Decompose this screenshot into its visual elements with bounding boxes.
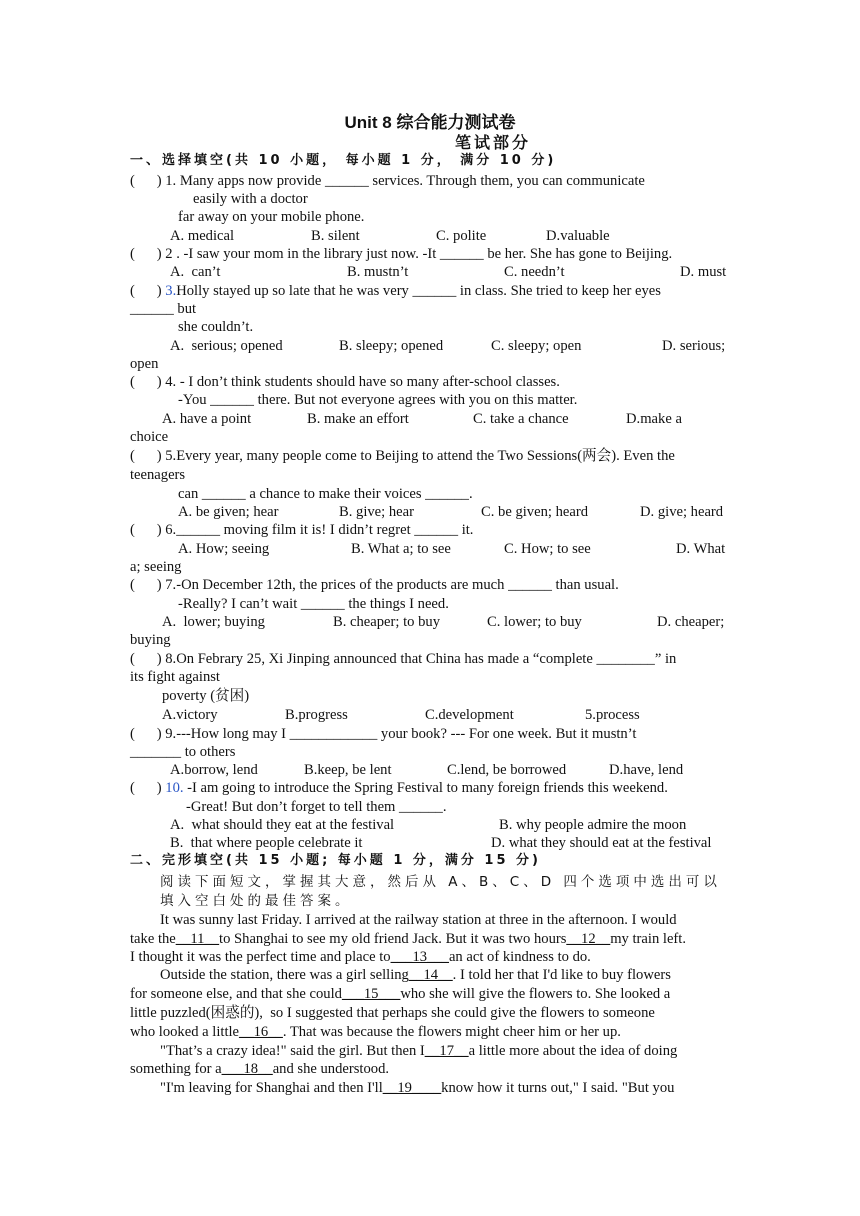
passage-text: who looked a little	[130, 1024, 240, 1040]
blank-18: ___18__	[221, 1061, 273, 1077]
question-5-line: can ______ a chance to make their voices ______.	[178, 486, 473, 502]
option-a: A.victory	[162, 707, 218, 723]
option-d-continued: a; seeing	[130, 559, 182, 575]
passage-text: "That’s a crazy idea!" said the girl. But then I	[160, 1043, 425, 1059]
passage-text: take the	[130, 931, 176, 947]
question-1-line: far away on your mobile phone.	[178, 209, 365, 225]
option-d: D. must	[680, 264, 727, 280]
passage-text: and she understood.	[272, 1061, 390, 1077]
option-c: C. sleepy; open	[491, 338, 582, 354]
option-d: D. what they should eat at the festival	[491, 835, 712, 851]
option-d: D.make a	[626, 411, 682, 427]
option-c: C. polite	[436, 228, 487, 244]
passage-line	[160, 1042, 677, 1060]
blank-19: __19____	[382, 1080, 442, 1096]
question-1-line: ( ) 1. Many apps now provide ______ services. Through them, you can communicate	[130, 173, 645, 189]
option-a: A. can’t	[170, 264, 221, 280]
passage-text: something for a	[130, 1061, 222, 1077]
passage-line	[130, 930, 686, 948]
blank-15: ___15___	[341, 986, 401, 1002]
page-subtitle: 笔试部分	[454, 133, 531, 152]
blank-12: __12__	[566, 931, 611, 947]
option-a: A. lower; buying	[162, 614, 265, 630]
option-d: D. serious;	[662, 338, 726, 354]
question-9-line: _______ to others	[130, 744, 236, 760]
question-8-line: poverty (贫困)	[162, 688, 250, 704]
option-a: A. serious; opened	[170, 338, 283, 354]
question-3-line: she couldn’t.	[178, 319, 254, 335]
question-number: 3.	[165, 283, 177, 299]
option-c: C. be given; heard	[481, 504, 588, 520]
answer-blank: ( )	[130, 780, 166, 796]
option-a: A. medical	[170, 228, 235, 244]
passage-text: an act of kindness to do.	[448, 949, 591, 965]
option-c: C.development	[425, 707, 514, 723]
passage-text: my train left.	[610, 931, 686, 947]
blank-17: __17__	[424, 1043, 469, 1059]
option-d-continued: open	[130, 356, 159, 372]
option-c: C.lend, be borrowed	[447, 762, 567, 778]
option-b: B. silent	[311, 228, 360, 244]
blank-14: __14__	[408, 967, 453, 983]
passage-text: . I told her that I'd like to buy flowers	[452, 967, 671, 983]
question-3-line	[130, 282, 661, 300]
passage-text: . That was because the flowers might cheer him or her up.	[282, 1024, 621, 1040]
question-7-line: ( ) 7.-On December 12th, the prices of the products are much ______ than usual.	[130, 577, 619, 593]
option-a: A. what should they eat at the festival	[170, 817, 395, 833]
option-c: B. that where people celebrate it	[170, 835, 363, 851]
question-6-line: ( ) 6.______ moving film it is! I didn’t regret ______ it.	[130, 522, 474, 538]
blank-16: __16__	[239, 1024, 283, 1040]
question-8-line: ( ) 8.On Febrary 25, Xi Jinping announced that China has made a “complete ________” in	[130, 651, 677, 667]
passage-line	[130, 948, 591, 966]
option-a: A. have a point	[162, 411, 252, 427]
option-c: C. How; to see	[504, 541, 591, 557]
option-a: A.borrow, lend	[170, 762, 258, 778]
passage-line: It was sunny last Friday. I arrived at the railway station at three in the afternoon. I would	[160, 912, 677, 928]
option-c: C. needn’t	[504, 264, 565, 280]
passage-text: a little more about the idea of doing	[468, 1043, 678, 1059]
option-b: B. why people admire the moon	[499, 817, 687, 833]
section-2-instruction: 阅读下面短文，掌握其大意，然后从 A、B、C、D 四个选项中选出可以	[160, 874, 721, 890]
passage-line	[160, 966, 671, 984]
option-d: 5.process	[585, 707, 640, 723]
passage-text: know how it turns out," I said. "But you	[441, 1080, 675, 1096]
blank-11: __11__	[175, 931, 220, 947]
option-a: A. How; seeing	[178, 541, 270, 557]
question-4-line: -You ______ there. But not everyone agrees with you on this matter.	[178, 392, 578, 408]
option-b: B.keep, be lent	[304, 762, 392, 778]
page-title: Unit 8 综合能力测试卷	[344, 113, 516, 132]
answer-blank: ( )	[130, 283, 166, 299]
option-b: B. sleepy; opened	[339, 338, 444, 354]
question-9-line: ( ) 9.---How long may I ____________ your book? --- For one week. But it mustn’t	[130, 726, 637, 742]
option-b: B. What a; to see	[351, 541, 451, 557]
question-4-line: ( ) 4. - I don’t think students should have so many after-school classes.	[130, 374, 560, 390]
option-b: B. mustn’t	[347, 264, 409, 280]
option-d: D. give; heard	[640, 504, 724, 520]
question-8-line: its fight against	[130, 669, 220, 685]
question-5-line: ( ) 5.Every year, many people come to Beijing to attend the Two Sessions(两会). Even the	[130, 448, 675, 464]
passage-text: to Shanghai to see my old friend Jack. But it was two hours	[219, 931, 567, 947]
question-1-line: easily with a doctor	[193, 191, 308, 207]
option-d: D. What	[676, 541, 726, 557]
passage-line	[130, 985, 670, 1003]
passage-text: I thought it was the perfect time and place to	[130, 949, 391, 965]
question-5-line: teenagers	[130, 467, 186, 483]
passage-text: who she will give the flowers to. She looked a	[400, 986, 671, 1002]
passage-line	[130, 1023, 621, 1041]
option-c: C. take a chance	[473, 411, 569, 427]
passage-line	[130, 1060, 389, 1078]
option-d-continued: choice	[130, 429, 169, 445]
question-3-line: ______ but	[130, 301, 197, 317]
question-number: 10.	[165, 780, 184, 796]
question-7-line: -Really? I can’t wait ______ the things I need.	[178, 596, 449, 612]
option-d: D.have, lend	[609, 762, 684, 778]
section-2-heading: 二、完形填空(共 15 小题; 每小题 1 分，满分 15 分)	[130, 853, 541, 868]
question-text: Holly stayed up so late that he was very ______ in class. She tried to keep her eyes	[176, 283, 661, 299]
option-b: B. cheaper; to buy	[333, 614, 440, 630]
option-d: D.valuable	[546, 228, 610, 244]
option-b: B. make an effort	[307, 411, 409, 427]
question-10-line: -Great! But don’t forget to tell them ______.	[186, 799, 447, 815]
question-text: -I am going to introduce the Spring Festival to many foreign friends this weekend.	[183, 780, 668, 796]
option-c: C. lower; to buy	[487, 614, 582, 630]
passage-line	[160, 1079, 674, 1097]
option-d: D. cheaper;	[657, 614, 725, 630]
option-a: A. be given; hear	[178, 504, 279, 520]
section-2-instruction: 填入空白处的最佳答案。	[160, 893, 353, 909]
passage-text: "I'm leaving for Shanghai and then I'll	[160, 1080, 383, 1096]
option-b: B. give; hear	[339, 504, 414, 520]
passage-text: for someone else, and that she could	[130, 986, 342, 1002]
question-10-line	[130, 779, 668, 797]
blank-13: ___13___	[390, 949, 449, 965]
section-1-heading: 一、选择填空(共 10 小题， 每小题 1 分， 满分 10 分)	[130, 153, 557, 168]
question-2-line: ( ) 2 . -I saw your mom in the library just now. -It ______ be her. She has gone to Beijing.	[130, 246, 673, 262]
option-d-continued: buying	[130, 632, 171, 648]
passage-line: little puzzled(困惑的), so I suggested that perhaps she could give the flowers to someone	[130, 1005, 655, 1021]
option-b: B.progress	[285, 707, 348, 723]
passage-text: Outside the station, there was a girl selling	[160, 967, 409, 983]
